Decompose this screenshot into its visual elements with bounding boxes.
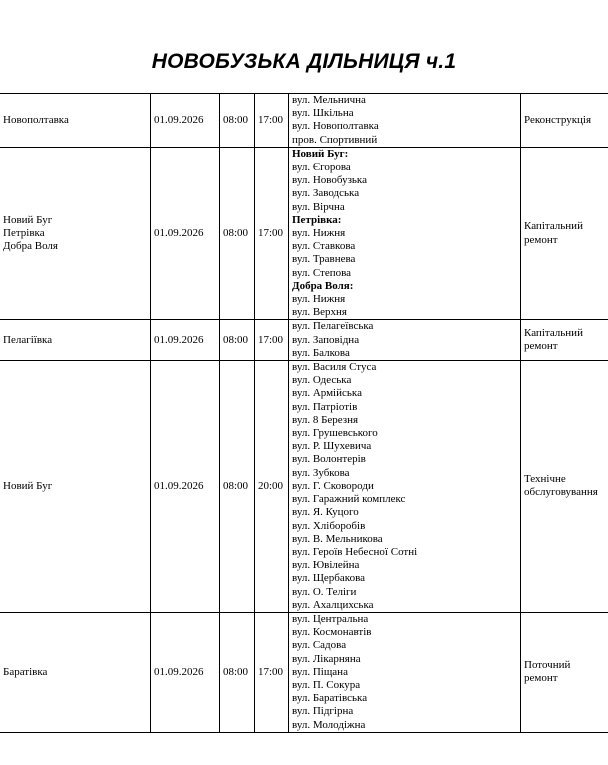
table-row: [0, 612, 608, 732]
streets-cell: [289, 361, 521, 613]
end-time-cell: 17:00: [255, 147, 289, 320]
street-name: вул. Єгорова: [292, 161, 351, 174]
street-name: вул. П. Сокура: [292, 678, 361, 691]
street-name: вул. Патріотів: [292, 400, 358, 413]
street-name: вул. Балкова: [292, 346, 350, 359]
street-name: вул. Молодіжна: [292, 718, 366, 731]
street-name: вул. Вірчна: [292, 200, 345, 213]
date-cell: 01.09.2026: [151, 94, 220, 148]
settlement-group-heading: Новий Буг:: [292, 147, 349, 160]
settlement-cell: [0, 94, 151, 148]
street-name: вул. Мельнична: [292, 94, 366, 106]
settlement-cell: [0, 361, 151, 613]
street-name: вул. Василя Стуса: [292, 361, 377, 374]
street-name: вул. Грушевського: [292, 427, 378, 440]
settlement-name: Добра Воля: [3, 240, 58, 253]
street-name: вул. Підгірна: [292, 705, 354, 718]
date-cell: 01.09.2026: [151, 361, 220, 613]
end-time-cell: 17:00: [255, 320, 289, 361]
street-name: вул. Гаражний комплекс: [292, 493, 406, 506]
streets-cell: [289, 612, 521, 732]
street-name: вул. Степова: [292, 266, 352, 279]
settlement-cell: [0, 320, 151, 361]
work-type-cell: Реконструкція: [521, 94, 608, 148]
date-cell: 01.09.2026: [151, 147, 220, 320]
street-name: пров. Спортивний: [292, 133, 378, 146]
start-time-cell: 08:00: [220, 361, 255, 613]
street-name: вул. Заповідна: [292, 333, 360, 346]
settlement-cell: [0, 147, 151, 320]
settlement-name: Новий Буг: [3, 479, 53, 492]
street-name: вул. Космонавтів: [292, 626, 372, 639]
street-name: вул. Піщана: [292, 665, 348, 678]
start-time-cell: 08:00: [220, 320, 255, 361]
settlement-name: Баратівка: [3, 665, 48, 678]
street-name: вул. Центральна: [292, 612, 369, 625]
street-name: вул. 8 Березня: [292, 413, 359, 426]
end-time-cell: 17:00: [255, 94, 289, 148]
table-row: [0, 94, 608, 148]
street-name: вул. Одеська: [292, 374, 352, 387]
page-title: НОВОБУЗЬКА ДІЛЬНИЦЯ ч.1: [151, 50, 457, 73]
street-name: вул. Г. Сковороди: [292, 479, 374, 492]
end-time-cell: 17:00: [255, 612, 289, 732]
end-time-cell: 20:00: [255, 361, 289, 613]
outage-schedule-table: [0, 93, 608, 733]
street-name: вул. О. Теліги: [292, 585, 357, 598]
street-name: вул. Хліборобів: [292, 519, 366, 532]
street-name: вул. Травнева: [292, 253, 356, 266]
streets-cell: [289, 320, 521, 361]
start-time-cell: 08:00: [220, 612, 255, 732]
street-name: вул. Героїв Небесної Сотні: [292, 545, 418, 558]
work-type-cell: Капітальний ремонт: [521, 320, 608, 361]
street-name: вул. Волонтерів: [292, 453, 366, 466]
date-cell: 01.09.2026: [151, 320, 220, 361]
start-time-cell: 08:00: [220, 94, 255, 148]
street-name: вул. Лікарняна: [292, 652, 361, 665]
work-type-cell: Технічне обслуговування: [521, 361, 608, 613]
street-name: вул. Армійська: [292, 387, 362, 400]
settlement-name: Новополтавка: [3, 113, 69, 126]
street-name: вул. Верхня: [292, 306, 347, 319]
street-name: вул. Ахалцихська: [292, 598, 374, 611]
street-name: вул. Нижня: [292, 227, 346, 240]
street-name: вул. Заводська: [292, 187, 360, 200]
table-row: [0, 147, 608, 320]
work-type-cell: Капітальний ремонт: [521, 147, 608, 320]
streets-cell: [289, 147, 521, 320]
street-name: вул. Зубкова: [292, 466, 350, 479]
street-name: вул. Шкільна: [292, 107, 354, 120]
street-name: вул. Садова: [292, 639, 347, 652]
street-name: вул. Нижня: [292, 293, 346, 306]
street-name: вул. Ставкова: [292, 240, 356, 253]
street-name: вул. Баратівська: [292, 692, 368, 705]
start-time-cell: 08:00: [220, 147, 255, 320]
work-type-cell: Поточний ремонт: [521, 612, 608, 732]
street-name: вул. Р. Шухевича: [292, 440, 372, 453]
table-row: [0, 320, 608, 361]
date-cell: 01.09.2026: [151, 612, 220, 732]
street-name: вул. Новобузька: [292, 174, 367, 187]
settlement-name: Петрівка: [3, 227, 45, 240]
settlement-cell: [0, 612, 151, 732]
table-row: [0, 361, 608, 613]
streets-cell: [289, 94, 521, 148]
street-name: вул. Пелагеївська: [292, 320, 374, 333]
street-name: вул. Ювілейна: [292, 559, 360, 572]
street-name: вул. В. Мельникова: [292, 532, 383, 545]
settlement-name: Пелагіївка: [3, 333, 53, 346]
street-name: вул. Щербакова: [292, 572, 365, 585]
street-name: вул. Новополтавка: [292, 120, 379, 133]
street-name: вул. Я. Куцого: [292, 506, 359, 519]
settlement-group-heading: Добра Воля:: [292, 279, 354, 292]
settlement-group-heading: Петрівка:: [292, 213, 342, 226]
settlement-name: Новий Буг: [3, 213, 53, 226]
